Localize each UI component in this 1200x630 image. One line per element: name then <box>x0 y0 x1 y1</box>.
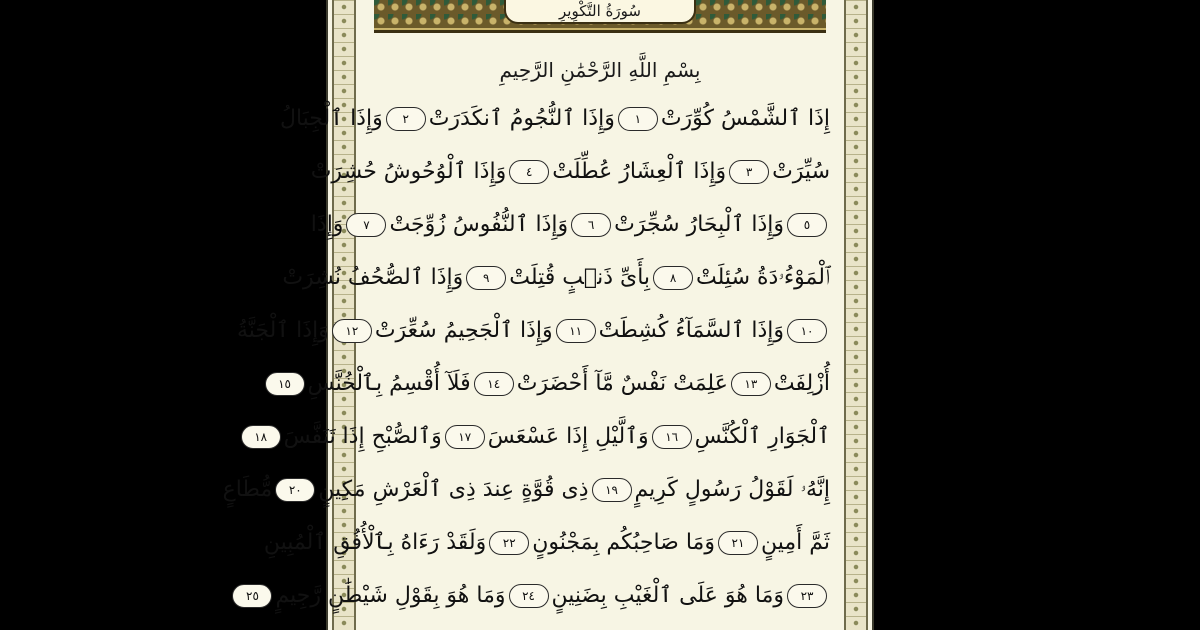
verse-text: وَٱلَّيْلِ إِذَا عَسْعَسَ <box>487 424 649 449</box>
ayah-number-marker: ٨ <box>653 266 693 290</box>
verse-lines <box>222 92 830 622</box>
ayah-number-marker: ١٣ <box>731 372 771 396</box>
verse-text: وَلَقَدْ رَءَاهُ بِٱلْأُفُقِ ٱلْمُبِينِ <box>263 530 487 555</box>
verse-text: ثَمَّ أَمِينٍ <box>760 530 830 555</box>
ayah-number-marker: ٢٣ <box>787 584 827 608</box>
verse-text: وَمَا هُوَ عَلَى ٱلْغَيْبِ بِضَنِينٍ <box>551 583 784 608</box>
ayah-number-marker: ١٩ <box>592 478 632 502</box>
verse-text: ٱلْمَوْءُۥدَةُ سُئِلَتْ <box>696 265 830 290</box>
verse-line <box>222 463 830 516</box>
ayah-number-marker: ٢ <box>386 107 426 131</box>
ayah-number-marker: ٢١ <box>718 531 758 555</box>
page-edge-right <box>872 0 874 630</box>
ayah-number-marker: ٩ <box>466 266 506 290</box>
verse-text: وَإِذَا ٱلْجِبَالُ <box>279 106 383 131</box>
ayah-number-marker: ٢٠ <box>275 478 315 502</box>
ayah-number-marker: ١٨ <box>241 425 281 449</box>
verse-text: وَإِذَا ٱلنُّفُوسُ زُوِّجَتْ <box>389 212 569 237</box>
verse-text: وَإِذَا ٱلسَّمَآءُ كُشِطَتْ <box>598 318 784 343</box>
verse-text: وَٱلصُّبْحِ إِذَا تَنَفَّسَ <box>283 424 442 449</box>
verse-line <box>310 198 830 251</box>
ayah-number-marker: ١٤ <box>474 372 514 396</box>
basmala: بِسْمِ اللَّهِ الرَّحْمَٰنِ الرَّحِيمِ <box>499 58 701 82</box>
verse-text: وَإِذَا ٱلْجَحِيمُ سُعِّرَتْ <box>374 318 553 343</box>
ornamental-border-right <box>844 0 868 630</box>
verse-text: فَلَآ أُقْسِمُ بِٱلْخُنَّسِ <box>307 371 471 396</box>
ayah-number-marker: ١٦ <box>652 425 692 449</box>
ayah-number-marker: ١٧ <box>445 425 485 449</box>
surah-title: سُورَةُ التَّكْوِيرِ <box>504 0 696 24</box>
ayah-number-marker: ١٥ <box>265 372 305 396</box>
verse-line <box>282 251 830 304</box>
verse-text: وَمَا صَاحِبُكُم بِمَجْنُونٍ <box>532 530 715 555</box>
ayah-number-marker: ١١ <box>556 319 596 343</box>
verse-line <box>246 569 830 622</box>
verse-text: وَإِذَا ٱلْبِحَارُ سُجِّرَتْ <box>614 212 784 237</box>
verse-text: وَإِذَا ٱلْوُحُوشُ حُشِرَتْ <box>310 159 507 184</box>
surah-header-ornament <box>374 0 826 33</box>
ayah-number-marker: ٢٤ <box>509 584 549 608</box>
verse-text: بِأَىِّ ذَنۢبٍ قُتِلَتْ <box>509 265 651 290</box>
ayah-number-marker: ٢٥ <box>232 584 272 608</box>
verse-text: سُيِّرَتْ <box>772 159 830 184</box>
verse-text: وَمَا هُوَ بِقَوْلِ شَيْطَٰنٍ رَّجِيمٍ <box>275 583 506 608</box>
verse-text: وَإِذَا <box>310 212 344 237</box>
verse-text: ٱلْجَوَارِ ٱلْكُنَّسِ <box>694 424 830 449</box>
verse-text: وَإِذَا ٱلْجَنَّةُ <box>236 318 329 343</box>
verse-line <box>263 516 830 569</box>
mushaf-page <box>222 0 874 630</box>
verse-line <box>279 92 830 145</box>
verse-text: عَلِمَتْ نَفْسٌ مَّآ أَحْضَرَتْ <box>516 371 728 396</box>
verse-text: وَإِذَا ٱلنُّجُومُ ٱنكَدَرَتْ <box>428 106 615 131</box>
verse-line <box>310 145 830 198</box>
ayah-number-marker: ٤ <box>509 160 549 184</box>
ayah-number-marker: ٢٢ <box>489 531 529 555</box>
verse-text: وَإِذَا ٱلصُّحُفُ نُشِرَتْ <box>282 265 464 290</box>
ayah-number-marker: ١ <box>618 107 658 131</box>
ayah-number-marker: ٧ <box>346 213 386 237</box>
verse-text: مُّطَاعٍ <box>222 477 273 502</box>
verse-text: أُزْلِفَتْ <box>773 371 830 396</box>
verse-text: إِنَّهُۥ لَقَوْلُ رَسُولٍ كَرِيمٍ <box>634 477 830 502</box>
verse-text: وَإِذَا ٱلْعِشَارُ عُطِّلَتْ <box>552 159 727 184</box>
ayah-number-marker: ٥ <box>787 213 827 237</box>
verse-line <box>278 357 830 410</box>
ayah-number-marker: ٣ <box>729 160 769 184</box>
verse-text: إِذَا ٱلشَّمْسُ كُوِّرَتْ <box>660 106 830 131</box>
verse-line <box>254 410 830 463</box>
ayah-number-marker: ١٢ <box>332 319 372 343</box>
verse-line <box>236 304 830 357</box>
verse-text: ذِى قُوَّةٍ عِندَ ذِى ٱلْعَرْشِ مَكِينٍ <box>318 477 589 502</box>
ayah-number-marker: ١٠ <box>787 319 827 343</box>
ayah-number-marker: ٦ <box>571 213 611 237</box>
